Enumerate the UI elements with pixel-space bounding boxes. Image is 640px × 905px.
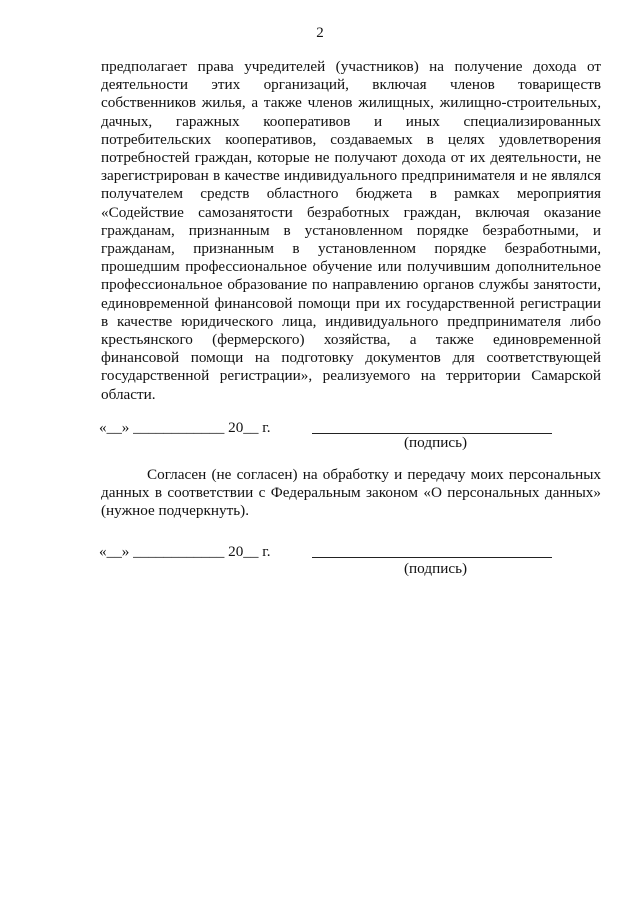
signature-date-placeholder: «__» ____________ 20__ г.	[99, 543, 271, 560]
signature-date-placeholder: «__» ____________ 20__ г.	[99, 419, 271, 436]
page-number: 2	[316, 25, 324, 41]
signature-caption: (подпись)	[404, 560, 468, 577]
signature-caption: (подпись)	[404, 434, 468, 451]
signature-line	[312, 557, 552, 558]
body-paragraph: предполагает права учредителей (участников) на получение дохода от деятельности этих организаций, включая членов товариществ собственников жилья, а также членов жилищных, жилищно-строительных, дачных, гаражных кооперативов и иных специализированных потребительских кооперативов, создаваемых в целях удовлетворения потребностей граждан, которые не получают дохода от их деятельности, не зарегистрирован в качестве индивидуального предпринимателя и не являлся получателем средств областного бюджета в рамках мероприятия «Содействие самозанятости безработных граждан, включая оказание гражданам, признанным в установленном порядке безработными, и гражданам, признанным в установленном порядке безработными, прошедшим профессиональное обучение или получившим дополнительное профессиональное образование по направлению органов службы занятости, единовременной финансовой помощи при их государственной регистрации в качестве юридического лица, индивидуального предпринимателя либо крестьянского (фермерского) хозяйства, а также единовременной финансовой помощи на подготовку документов для соответствующей государственной регистрации», реализуемого на территории Самарской области.	[101, 58, 601, 403]
consent-paragraph: Согласен (не согласен) на обработку и передачу моих персональных данных в соответствии с Федеральным законом «О персональных данных» (нужное подчеркнуть).	[101, 466, 601, 520]
